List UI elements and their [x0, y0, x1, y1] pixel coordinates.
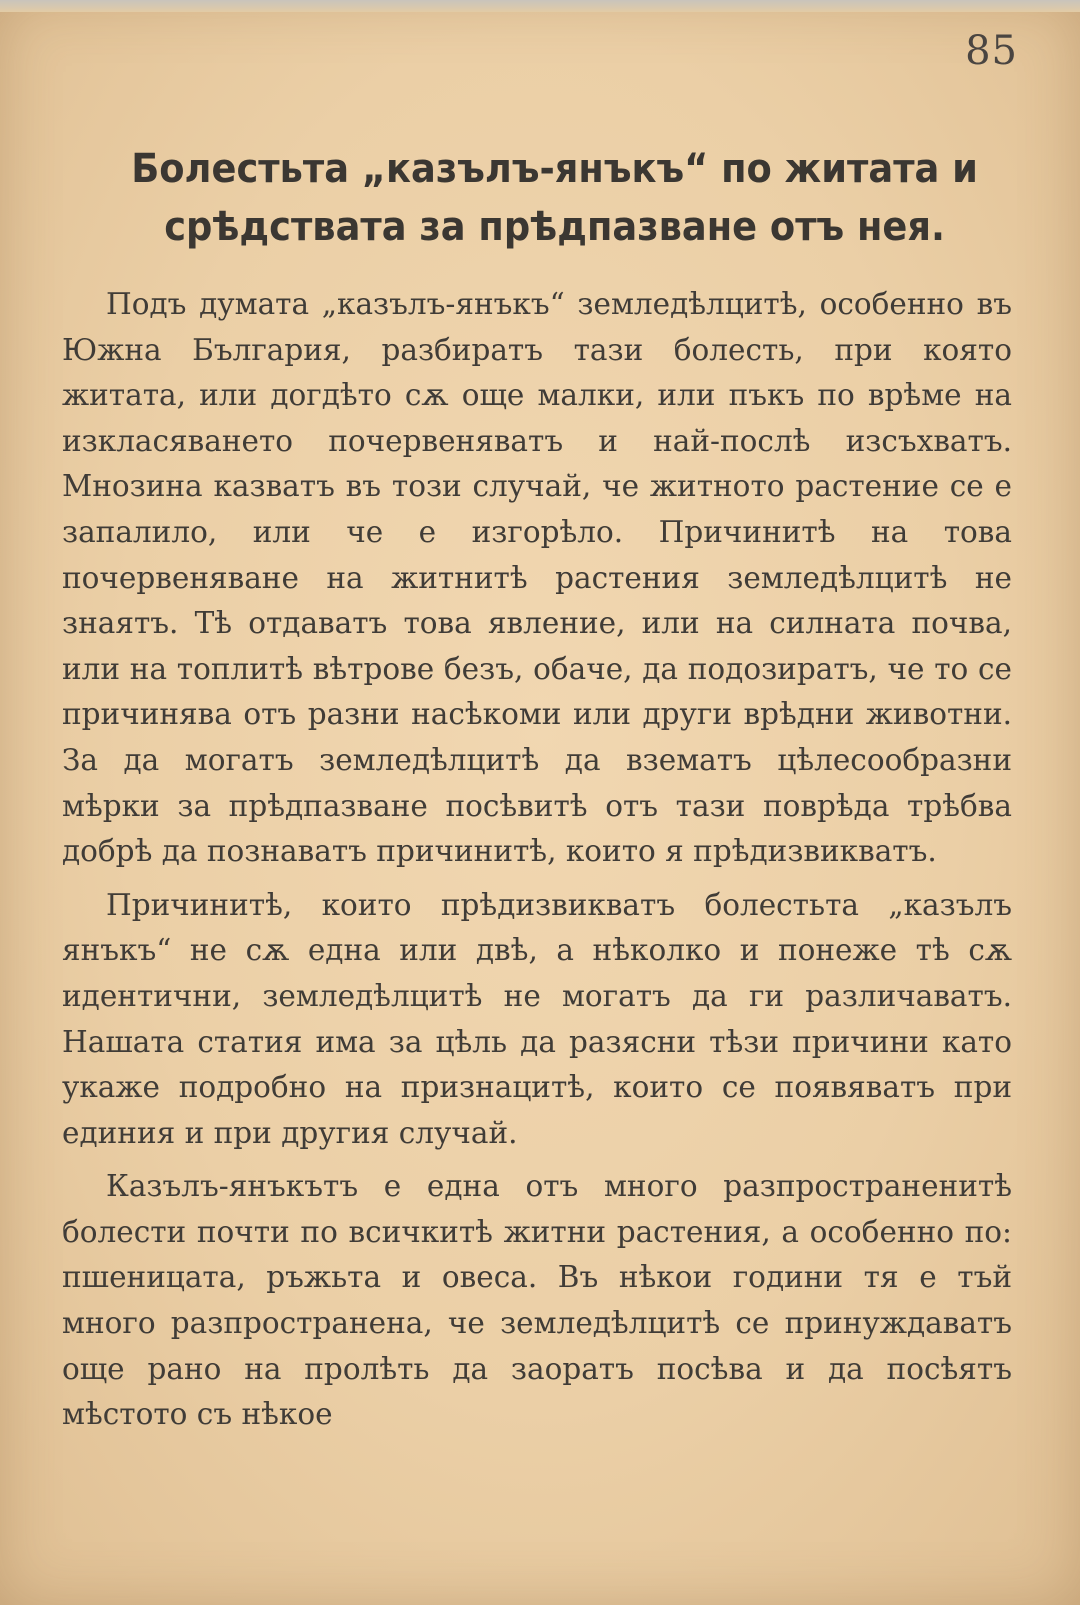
paragraph-3: Казълъ-янъкътъ е една отъ много разпространенитѣ болести почти по всичкитѣ житни растения, а особенно по: пшеницата, ръжьта и овеса. Въ нѣкои години тя е тъй много разпространена, че земледѣлцитѣ се принуждаватъ още рано на пролѣть да заоратъ посѣва и да посѣятъ мѣстото съ нѣкое: [62, 1169, 1012, 1432]
page-number: 85: [965, 28, 1018, 74]
title-line-2: срѣдствата за прѣдпазване отъ нея.: [164, 204, 946, 250]
paragraph-1: Подъ думата „казълъ-янъкъ“ земледѣлцитѣ, особенно въ Южна България, разбиратъ тази болесть, при която житата, или догдѣто сѫ още малки, или пъкъ по врѣме на изкласяването почервеняватъ и най-послѣ изсъхватъ. Мнозина казватъ въ този случай, че житното растение се е запалило, или че е изгорѣло. Причинитѣ на това почервеняване на житнитѣ растения земледѣлцитѣ не знаятъ. Тѣ отдаватъ това явление, или на силната почва, или на топлитѣ вѣтрове безъ, обаче, да подозиратъ, че то се причинява отъ разни насѣкоми или други врѣдни животни. За да могатъ земледѣлцитѣ да взематъ цѣлесообразни мѣрки за прѣдпазване посѣвитѣ отъ тази поврѣда трѣбва добрѣ да познаватъ причинитѣ, които я прѣдизвикватъ.: [62, 287, 1012, 869]
title-line-1: Болестьта „казълъ-янъкъ“ по житата и: [131, 146, 978, 192]
paragraph-2: Причинитѣ, които прѣдизвикватъ болестьта „казълъ янъкъ“ не сѫ една или двѣ, а нѣколко и понеже тѣ сѫ идентични, земледѣлцитѣ не могатъ да ги различаватъ. Нашата статия има за цѣль да разясни тѣзи причини като укаже подробно на признацитѣ, които се появяватъ при единия и при другия случай.: [62, 887, 1012, 1150]
scan-edge: [0, 0, 1080, 12]
article-title: [90, 140, 1019, 256]
article-body: [62, 282, 1012, 1446]
